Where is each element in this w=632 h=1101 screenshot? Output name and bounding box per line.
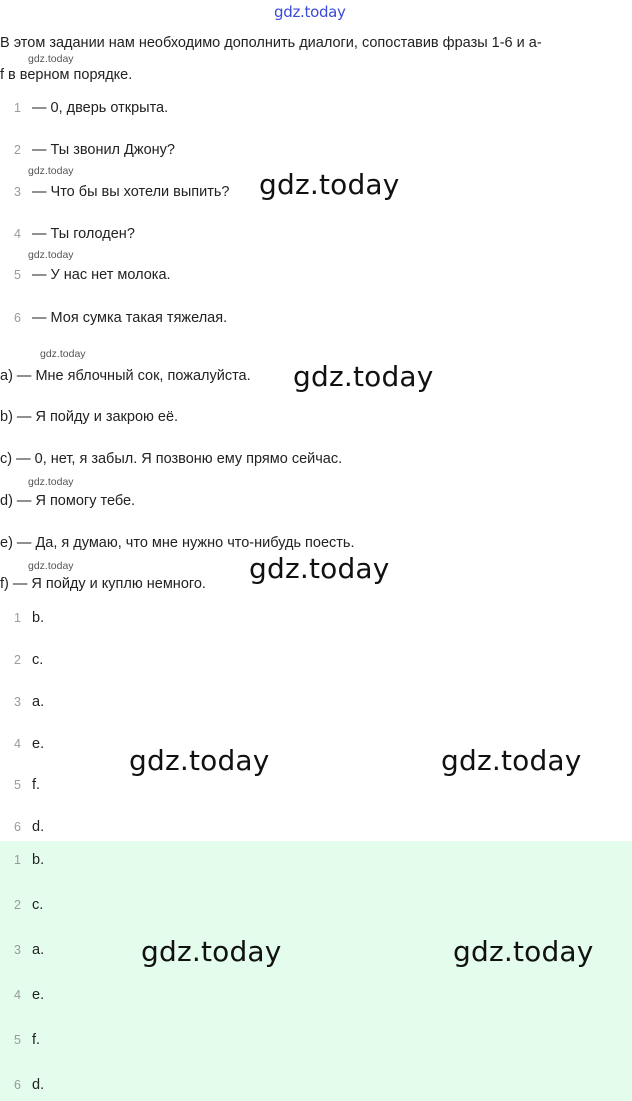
phrase-number: 1 bbox=[14, 101, 21, 115]
watermark-large: gdz.today bbox=[453, 935, 594, 968]
watermark-small: gdz.today bbox=[28, 249, 74, 261]
answer-final-item bbox=[14, 1076, 44, 1093]
phrase-item bbox=[14, 141, 175, 158]
answer-letter: e. bbox=[32, 736, 45, 752]
answer-number: 2 bbox=[14, 898, 21, 912]
watermark-large: gdz.today bbox=[259, 168, 400, 201]
answer-final-item bbox=[14, 941, 44, 958]
answer-item bbox=[14, 693, 44, 710]
answer-number: 6 bbox=[14, 820, 21, 834]
watermark-large: gdz.today bbox=[249, 552, 390, 585]
phrase-number: 5 bbox=[14, 268, 21, 282]
phrase-item bbox=[14, 99, 168, 116]
phrase-item bbox=[14, 183, 230, 200]
phrase-text: — У нас нет молока. bbox=[32, 267, 171, 283]
reply-item: d) — Я помогу тебе. bbox=[0, 493, 136, 509]
answer-final-item bbox=[14, 1031, 40, 1048]
intro-line-2: f в верном порядке. bbox=[0, 67, 133, 83]
watermark-large: gdz.today bbox=[293, 360, 434, 393]
answer-number: 3 bbox=[14, 943, 21, 957]
phrase-text: — Что бы вы хотели выпить? bbox=[32, 184, 230, 200]
answer-number: 6 bbox=[14, 1078, 21, 1092]
reply-item: e) — Да, я думаю, что мне нужно что-нибудь поесть. bbox=[0, 535, 355, 551]
answer-letter: d. bbox=[32, 1077, 45, 1093]
answer-number: 3 bbox=[14, 695, 21, 709]
answer-letter: c. bbox=[32, 897, 44, 913]
watermark-large: gdz.today bbox=[141, 935, 282, 968]
answer-item bbox=[14, 651, 43, 668]
watermark-small: gdz.today bbox=[28, 165, 74, 177]
answer-item bbox=[14, 609, 44, 626]
answer-item bbox=[14, 818, 44, 835]
answer-letter: a. bbox=[32, 942, 45, 958]
phrase-number: 3 bbox=[14, 185, 21, 199]
site-logo[interactable]: gdz.today bbox=[274, 3, 346, 21]
watermark-small: gdz.today bbox=[28, 476, 74, 488]
phrase-number: 2 bbox=[14, 143, 21, 157]
answer-number: 1 bbox=[14, 611, 21, 625]
answer-letter: f. bbox=[32, 777, 41, 793]
answer-letter: a. bbox=[32, 694, 45, 710]
phrase-text: — Моя сумка такая тяжелая. bbox=[32, 310, 228, 326]
answer-letter: b. bbox=[32, 610, 45, 626]
answer-number: 4 bbox=[14, 737, 21, 751]
answer-final-item bbox=[14, 986, 44, 1003]
watermark-small: gdz.today bbox=[28, 560, 74, 572]
answer-letter: e. bbox=[32, 987, 45, 1003]
intro-line-1: В этом задании нам необходимо дополнить диалоги, сопоставив фразы 1-6 и a- bbox=[0, 35, 542, 51]
answer-number: 4 bbox=[14, 988, 21, 1002]
answer-number: 5 bbox=[14, 778, 21, 792]
phrase-item bbox=[14, 266, 171, 283]
phrase-text: — 0, дверь открыта. bbox=[32, 100, 169, 116]
answer-final-item bbox=[14, 851, 44, 868]
phrase-item bbox=[14, 225, 135, 242]
watermark-small: gdz.today bbox=[28, 53, 74, 65]
watermark-small: gdz.today bbox=[40, 348, 86, 360]
phrase-number: 4 bbox=[14, 227, 21, 241]
answer-number: 1 bbox=[14, 853, 21, 867]
answer-number: 2 bbox=[14, 653, 21, 667]
answer-letter: f. bbox=[32, 1032, 41, 1048]
answer-letter: b. bbox=[32, 852, 45, 868]
reply-item: b) — Я пойду и закрою её. bbox=[0, 409, 179, 425]
answer-number: 5 bbox=[14, 1033, 21, 1047]
reply-item: c) — 0, нет, я забыл. Я позвоню ему прямо сейчас. bbox=[0, 451, 343, 467]
answer-final-item bbox=[14, 896, 43, 913]
reply-item: a) — Мне яблочный сок, пожалуйста. bbox=[0, 368, 251, 384]
phrase-number: 6 bbox=[14, 311, 21, 325]
phrase-text: — Ты звонил Джону? bbox=[32, 142, 175, 158]
answer-item bbox=[14, 735, 44, 752]
answer-block bbox=[0, 841, 632, 1101]
reply-item: f) — Я пойду и куплю немного. bbox=[0, 576, 206, 592]
phrase-text: — Ты голоден? bbox=[32, 226, 135, 242]
answer-letter: c. bbox=[32, 652, 44, 668]
answer-item bbox=[14, 776, 40, 793]
watermark-large: gdz.today bbox=[441, 744, 582, 777]
watermark-large: gdz.today bbox=[129, 744, 270, 777]
phrase-item bbox=[14, 309, 227, 326]
answer-letter: d. bbox=[32, 819, 45, 835]
